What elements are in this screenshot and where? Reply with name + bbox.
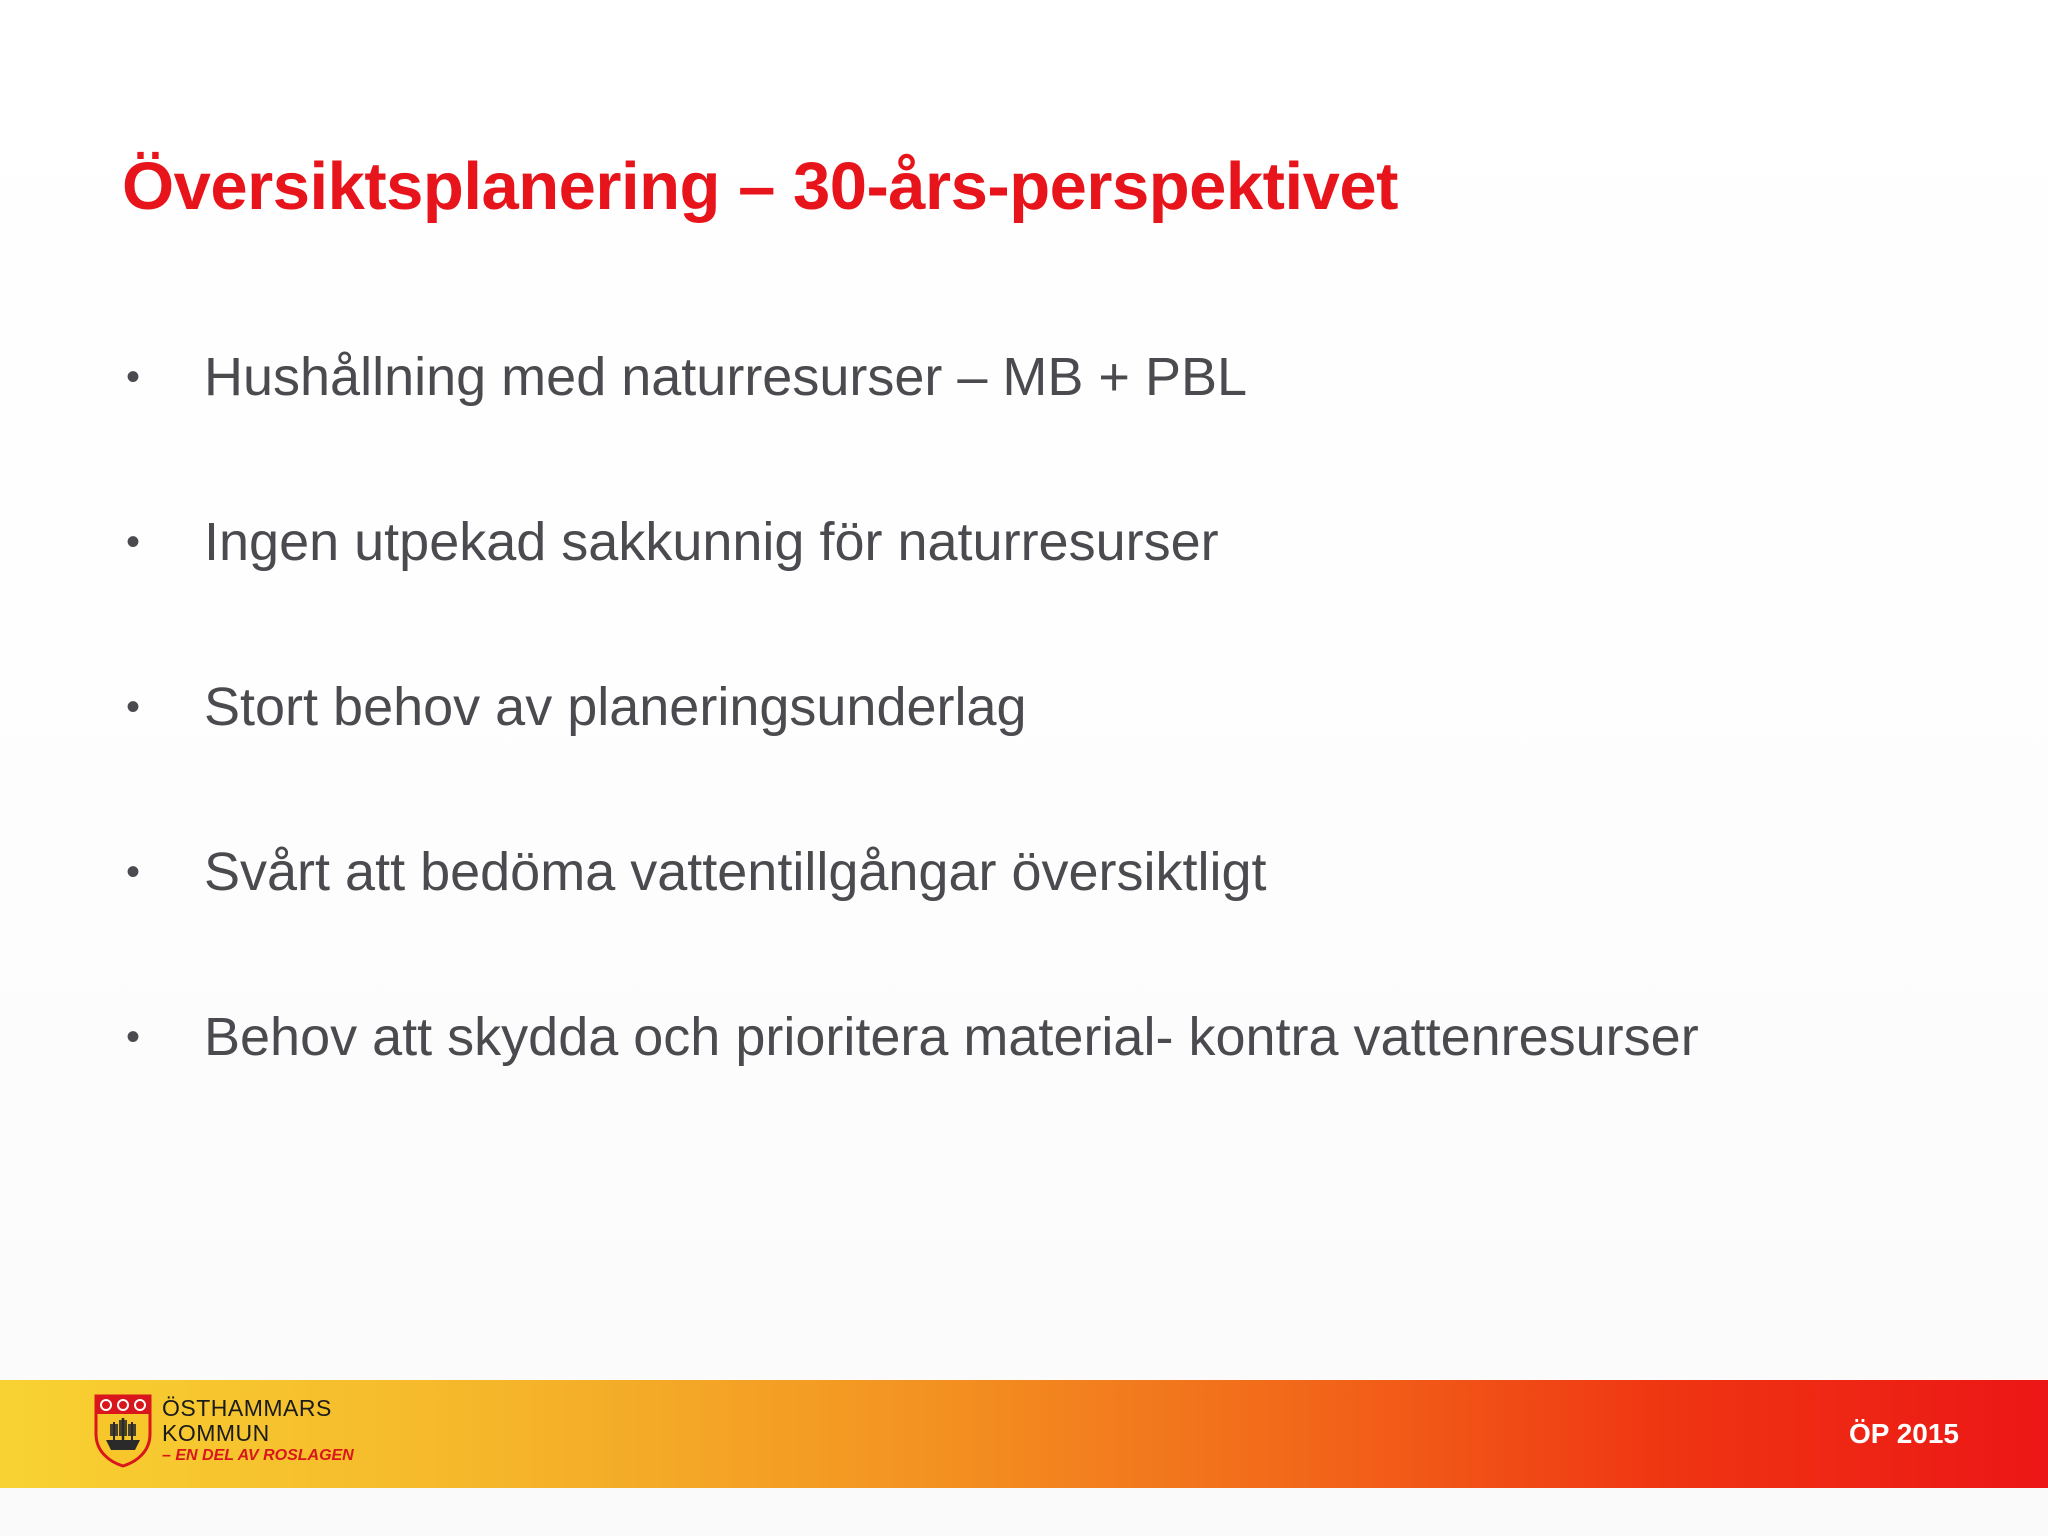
footer-band (0, 1380, 2048, 1488)
bullet-text: Hushållning med naturresurser – MB + PBL (204, 347, 1248, 407)
bullet-dot-icon: • (126, 355, 141, 399)
footer-label: ÖP 2015 (1848, 1418, 1959, 1449)
bullet-dot-icon: • (126, 685, 141, 729)
bullet-text: Ingen utpekad sakkunnig för naturresurser (204, 512, 1219, 572)
bullet-dot-icon: • (126, 1015, 141, 1059)
slide-title: Översiktsplanering – 30-års-perspektivet (122, 149, 1398, 224)
bullet-text: Svårt att bedöma vattentillgångar översiktligt (204, 842, 1267, 902)
logo-tagline: – EN DEL AV ROSLAGEN (162, 1447, 354, 1464)
logo-name-line1: ÖSTHAMMARS (162, 1395, 332, 1421)
bullet-text: Stort behov av planeringsunderlag (204, 677, 1027, 737)
bullet-dot-icon: • (126, 850, 141, 894)
logo-name-line2: KOMMUN (162, 1420, 270, 1446)
bullet-text: Behov att skydda och prioritera material- kontra vattenresurser (204, 1007, 1699, 1067)
bullet-dot-icon: • (126, 520, 141, 564)
coat-of-arms-icon (94, 1394, 152, 1468)
municipality-logo (94, 1394, 354, 1476)
